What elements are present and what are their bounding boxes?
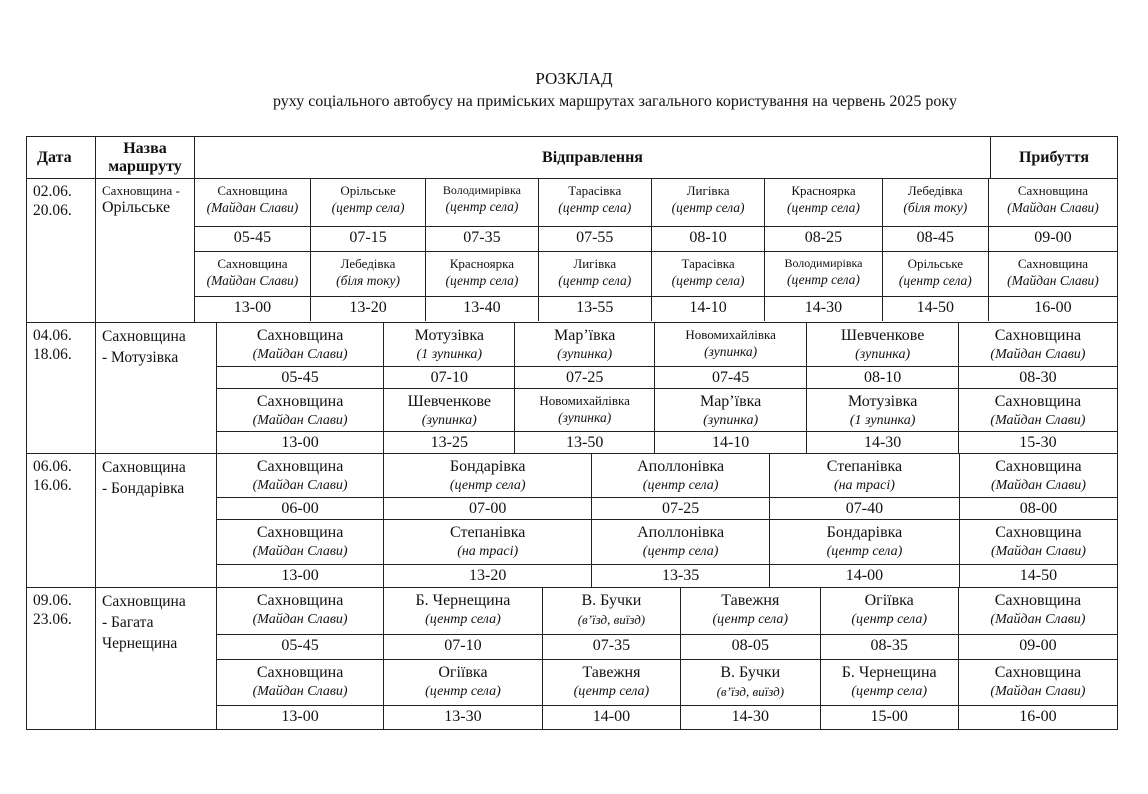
- schedule-table: [26, 136, 1118, 730]
- time-cell: 13-30: [384, 705, 543, 730]
- time-cell: 14-50: [959, 565, 1117, 587]
- stop-cell: [988, 179, 1117, 226]
- stop-location: (Майдан Слави): [206, 200, 299, 215]
- stop-location: (Майдан Слави): [252, 478, 348, 493]
- route-dates: [27, 454, 96, 588]
- stop-cell: [542, 588, 680, 634]
- time-cell: 08-05: [681, 634, 820, 659]
- times-row: [217, 366, 1117, 388]
- stop-cell: [384, 588, 543, 634]
- stop-location: (Майдан Слави): [1007, 200, 1099, 215]
- arrival-column-header: Прибуття: [1018, 148, 1090, 166]
- stop-name: Сахновщина: [994, 592, 1082, 609]
- stop-location: (1 зупинка): [416, 347, 483, 362]
- stop-name: Сахновщина: [256, 663, 344, 681]
- stop-name: Степанівка: [449, 523, 526, 541]
- stop-name: Шевченкове: [840, 327, 925, 344]
- time-cell: 07-10: [384, 634, 543, 659]
- stop-name: Лигівка: [573, 255, 617, 271]
- stop-name: Сахновщина: [995, 458, 1082, 475]
- time-cell: 14-30: [765, 296, 882, 321]
- stop-location: (центр села): [445, 272, 519, 288]
- stop-name: Бондарівка: [826, 523, 903, 541]
- route-trips: [252, 588, 1118, 730]
- time-cell: 07-45: [654, 366, 807, 388]
- stop-name: Новомихайлівка: [685, 327, 776, 342]
- time-cell: 13-00: [217, 565, 384, 587]
- stop-name: Аполлонівка: [637, 458, 725, 475]
- stop-cell: [820, 588, 958, 634]
- route-row: [27, 454, 1118, 588]
- stop-name: Тарасівка: [568, 183, 622, 198]
- stop-name: В. Бучки: [581, 592, 642, 609]
- departure-header-cell: [195, 137, 1118, 179]
- stop-cell: [384, 388, 515, 431]
- time-cell: 14-30: [681, 705, 820, 730]
- stop-cell: [195, 179, 310, 226]
- time-cell: 14-00: [542, 705, 680, 730]
- date-column-header: Дата: [27, 137, 96, 179]
- stops-row: [195, 251, 1117, 296]
- route-trips: [252, 323, 1118, 454]
- route-name: [96, 588, 222, 654]
- stop-location: (зупинка): [421, 412, 477, 428]
- stop-location: (центр села): [787, 271, 860, 287]
- stop-cell: [681, 588, 820, 634]
- stop-cell: [384, 519, 592, 564]
- stop-name: В. Бучки: [720, 663, 781, 681]
- time-cell: 09-00: [958, 634, 1117, 659]
- stop-cell: [988, 251, 1117, 296]
- stop-name: Мар’ївка: [699, 392, 762, 410]
- stop-name: Тавежня: [721, 592, 780, 609]
- document-title: РОЗКЛАД: [535, 69, 613, 88]
- stop-cell: [654, 323, 807, 366]
- time-cell: 13-55: [538, 296, 651, 321]
- stop-cell: [959, 454, 1117, 497]
- stop-name: Сахновщина: [994, 392, 1082, 410]
- time-cell: 07-35: [542, 634, 680, 659]
- stop-location: (центр села): [826, 543, 903, 559]
- stop-cell: [651, 179, 764, 226]
- stop-name: Огіївка: [438, 663, 488, 681]
- stop-cell: [958, 588, 1117, 634]
- stop-location: (центр села): [787, 200, 860, 215]
- stop-location: (в’їзд, виїзд): [577, 612, 646, 627]
- route-full-name: [0, 0, 1, 1]
- time-cell: 13-50: [515, 431, 654, 453]
- time-cell: 07-35: [426, 226, 538, 251]
- stop-name: Володимирівка: [784, 255, 863, 270]
- stop-location: (Майдан Слави): [252, 543, 348, 559]
- stop-location: (центр села): [712, 612, 789, 627]
- route-name-line: Чернещина: [102, 635, 178, 652]
- stop-cell: [592, 454, 770, 497]
- trips-table: [217, 323, 1117, 453]
- time-cell: 13-00: [217, 431, 384, 453]
- stop-location: (Майдан Слави): [990, 612, 1086, 627]
- stop-cell: [770, 519, 960, 564]
- route-name: [96, 323, 222, 368]
- time-cell: 08-30: [958, 366, 1117, 388]
- stop-name: Орільське: [340, 183, 396, 198]
- stop-cell: [310, 251, 425, 296]
- stop-cell: [217, 454, 384, 497]
- stop-location: (біля току): [903, 200, 968, 215]
- stop-name: Сахновщина: [217, 183, 288, 198]
- stop-cell: [651, 251, 764, 296]
- route-name-line: Сахновщина -: [102, 183, 180, 198]
- stop-name: Сахновщина: [256, 327, 344, 344]
- stop-name: Сахновщина: [256, 392, 344, 410]
- time-cell: 07-00: [384, 497, 592, 519]
- stop-name: Сахновщина: [217, 255, 288, 271]
- stop-name: Сахновщина: [995, 523, 1082, 541]
- end-date: 18.06.: [33, 346, 72, 363]
- stop-cell: [217, 519, 384, 564]
- time-cell: 15-00: [820, 705, 958, 730]
- stop-location: (Майдан Слави): [990, 683, 1086, 699]
- stop-cell: [217, 323, 384, 366]
- stop-name: Лебедівка: [340, 255, 396, 271]
- stop-name: Аполлонівка: [637, 523, 725, 541]
- stop-name: Мар’ївка: [554, 327, 616, 344]
- route-row: [27, 323, 1118, 454]
- stop-location: (в’їзд, виїзд): [716, 683, 785, 699]
- time-cell: 07-55: [538, 226, 651, 251]
- stop-cell: [217, 588, 384, 634]
- time-cell: 14-10: [654, 431, 807, 453]
- stops-row: [217, 454, 1117, 497]
- stop-name: Тавежня: [582, 663, 641, 681]
- time-cell: 07-25: [592, 497, 770, 519]
- stop-cell: [538, 251, 651, 296]
- time-cell: 08-25: [765, 226, 882, 251]
- stop-cell: [195, 251, 310, 296]
- stop-cell: [765, 251, 882, 296]
- stop-location: (зупинка): [557, 347, 613, 362]
- route-column-header: Назва маршруту: [96, 137, 195, 179]
- time-cell: 13-20: [384, 565, 592, 587]
- stops-row: [217, 388, 1117, 431]
- route-name-line: - Мотузівка: [102, 349, 179, 366]
- time-cell: 13-40: [426, 296, 538, 321]
- stop-location: (Майдан Слави): [990, 543, 1086, 559]
- stop-location: (центр села): [642, 543, 719, 559]
- stop-name: Красноярка: [449, 255, 515, 271]
- stop-location: (центр села): [671, 200, 745, 215]
- stop-cell: [820, 659, 958, 705]
- stop-cell: [515, 388, 654, 431]
- stop-location: (зупинка): [704, 344, 758, 359]
- time-cell: 08-35: [820, 634, 958, 659]
- time-cell: 14-10: [651, 296, 764, 321]
- stop-cell: [384, 659, 543, 705]
- stop-cell: [958, 323, 1117, 366]
- end-date: 16.06.: [33, 477, 72, 494]
- stop-location: (центр села): [425, 683, 501, 699]
- stop-location: (центр села): [331, 200, 405, 215]
- stop-name: Володимирівка: [442, 183, 521, 197]
- times-row: [217, 497, 1117, 519]
- start-date: 06.06.: [33, 458, 72, 475]
- route-dates: [27, 179, 96, 323]
- stop-location: (центр села): [642, 478, 719, 493]
- stop-name: Мотузівка: [847, 392, 918, 410]
- stop-cell: [882, 251, 988, 296]
- stop-location: (Майдан Слави): [1007, 272, 1099, 288]
- end-date: 20.06.: [33, 202, 72, 219]
- route-name-line: - Бондарівка: [102, 480, 185, 497]
- stop-location: (на трасі): [833, 478, 895, 493]
- stop-name: Б. Чернещина: [415, 592, 511, 609]
- route-name-line: Сахновщина: [102, 459, 186, 476]
- time-cell: 14-50: [882, 296, 988, 321]
- times-row: [217, 705, 1117, 730]
- stops-row: [195, 179, 1117, 226]
- stop-location: (зупинка): [558, 409, 612, 425]
- stop-name: Бондарівка: [449, 458, 526, 475]
- stop-location: (центр села): [445, 199, 519, 214]
- route-name-line: Орільське: [102, 199, 171, 216]
- stop-cell: [310, 179, 425, 226]
- stop-location: (зупинка): [855, 347, 911, 362]
- stop-name: Сахновщина: [256, 592, 344, 609]
- stop-cell: [384, 323, 515, 366]
- stop-name: Огіївка: [864, 592, 914, 609]
- time-cell: 06-00: [217, 497, 384, 519]
- stop-cell: [807, 388, 959, 431]
- stop-location: (зупинка): [703, 412, 759, 428]
- stop-location: (біля току): [336, 272, 400, 288]
- time-cell: 07-15: [310, 226, 425, 251]
- stop-location: (центр села): [671, 272, 745, 288]
- stop-location: (центр села): [851, 612, 927, 627]
- stop-cell: [765, 179, 882, 226]
- time-cell: 05-45: [217, 366, 384, 388]
- stop-location: (центр села): [558, 272, 632, 288]
- stop-name: Сахновщина: [256, 458, 344, 475]
- route-dates: [27, 323, 96, 454]
- stop-location: (центр села): [573, 683, 650, 699]
- route-trips: [252, 454, 1118, 588]
- stop-cell: [681, 659, 820, 705]
- stop-name: Лебедівка: [907, 183, 963, 198]
- time-cell: 15-30: [958, 431, 1117, 453]
- stop-cell: [958, 388, 1117, 431]
- start-date: 04.06.: [33, 327, 72, 344]
- stop-location: (Майдан Слави): [252, 683, 348, 699]
- stop-cell: [217, 388, 384, 431]
- stops-row: [217, 659, 1117, 705]
- stop-cell: [426, 179, 538, 226]
- times-row: [195, 296, 1117, 321]
- stop-name: Сахновщина: [1017, 183, 1089, 198]
- document-subtitle: руху соціального автобусу на приміських маршрутах загального користування на червень 2025 року: [273, 93, 957, 110]
- stop-cell: [958, 659, 1117, 705]
- times-row: [217, 565, 1117, 587]
- trips-table: [217, 588, 1117, 730]
- stop-cell: [538, 179, 651, 226]
- stop-name: Тарасівка: [681, 255, 735, 271]
- time-cell: 14-30: [807, 431, 959, 453]
- stop-location: (Майдан Слави): [990, 478, 1086, 493]
- stops-row: [217, 323, 1117, 366]
- stops-row: [217, 588, 1117, 634]
- time-cell: 05-45: [217, 634, 384, 659]
- time-cell: 13-25: [384, 431, 515, 453]
- stop-name: Сахновщина: [256, 523, 344, 541]
- header-row: [27, 137, 1118, 179]
- stop-location: (центр села): [851, 683, 927, 699]
- trips-table: [195, 179, 1117, 321]
- stop-name: Сахновщина: [1017, 255, 1089, 271]
- time-cell: 08-00: [959, 497, 1117, 519]
- time-cell: 07-10: [384, 366, 515, 388]
- time-cell: 13-00: [195, 296, 310, 321]
- stop-cell: [426, 251, 538, 296]
- stop-cell: [807, 323, 959, 366]
- time-cell: 08-10: [807, 366, 959, 388]
- route-row: [27, 179, 1118, 323]
- stop-location: (центр села): [558, 200, 632, 215]
- stop-location: (Майдан Слави): [252, 612, 348, 627]
- route-dates: [27, 588, 96, 730]
- stop-cell: [515, 323, 654, 366]
- stop-name: Степанівка: [826, 458, 903, 475]
- time-cell: 07-25: [515, 366, 654, 388]
- time-cell: 07-40: [770, 497, 960, 519]
- route-trips: [195, 179, 1118, 323]
- stop-name: Орільське: [907, 255, 963, 271]
- stop-cell: [882, 179, 988, 226]
- time-cell: 16-00: [958, 705, 1117, 730]
- time-cell: 08-10: [651, 226, 764, 251]
- start-date: 02.06.: [33, 183, 72, 200]
- time-cell: 13-35: [592, 565, 770, 587]
- start-date: 09.06.: [33, 592, 72, 609]
- stop-location: (Майдан Слави): [990, 412, 1086, 428]
- route-name: [96, 179, 195, 323]
- stop-cell: [542, 659, 680, 705]
- route-name-line: - Багата: [102, 614, 154, 631]
- times-row: [217, 431, 1117, 453]
- stop-cell: [654, 388, 807, 431]
- stop-name: Б. Чернещина: [841, 663, 937, 681]
- departure-column-header: Відправлення: [195, 137, 991, 178]
- stop-cell: [770, 454, 960, 497]
- time-cell: 13-00: [217, 705, 384, 730]
- stop-name: Новомихайлівка: [539, 392, 630, 408]
- route-name: [96, 454, 222, 499]
- stop-cell: [959, 519, 1117, 564]
- times-row: [217, 634, 1117, 659]
- route-name-line: Сахновщина: [102, 328, 186, 345]
- stop-location: (Майдан Слави): [252, 412, 348, 428]
- stop-name: Мотузівка: [414, 327, 484, 344]
- times-row: [195, 226, 1117, 251]
- stop-cell: [592, 519, 770, 564]
- stop-name: Сахновщина: [994, 663, 1082, 681]
- end-date: 23.06.: [33, 611, 72, 628]
- stop-location: (центр села): [449, 478, 526, 493]
- time-cell: 14-00: [770, 565, 960, 587]
- route-row: [27, 588, 1118, 730]
- stop-name: Красноярка: [791, 183, 856, 198]
- stop-location: (центр села): [425, 612, 501, 627]
- stop-location: (на трасі): [457, 543, 519, 559]
- stop-location: (1 зупинка): [849, 412, 916, 428]
- stops-row: [217, 519, 1117, 564]
- stop-name: Лигівка: [686, 183, 730, 198]
- route-name-line: Сахновщина: [102, 593, 186, 610]
- time-cell: 08-45: [882, 226, 988, 251]
- time-cell: 05-45: [195, 226, 310, 251]
- stop-location: (центр села): [898, 272, 972, 288]
- stop-name: Сахновщина: [994, 327, 1082, 344]
- stop-location: (Майдан Слави): [252, 347, 348, 362]
- time-cell: 09-00: [988, 226, 1117, 251]
- trips-table: [217, 454, 1117, 587]
- stop-cell: [217, 659, 384, 705]
- time-cell: 13-20: [310, 296, 425, 321]
- stop-cell: [384, 454, 592, 497]
- stop-location: (Майдан Слави): [206, 272, 299, 288]
- time-cell: 16-00: [988, 296, 1117, 321]
- stop-location: (Майдан Слави): [990, 347, 1086, 362]
- stop-name: Шевченкове: [407, 392, 492, 410]
